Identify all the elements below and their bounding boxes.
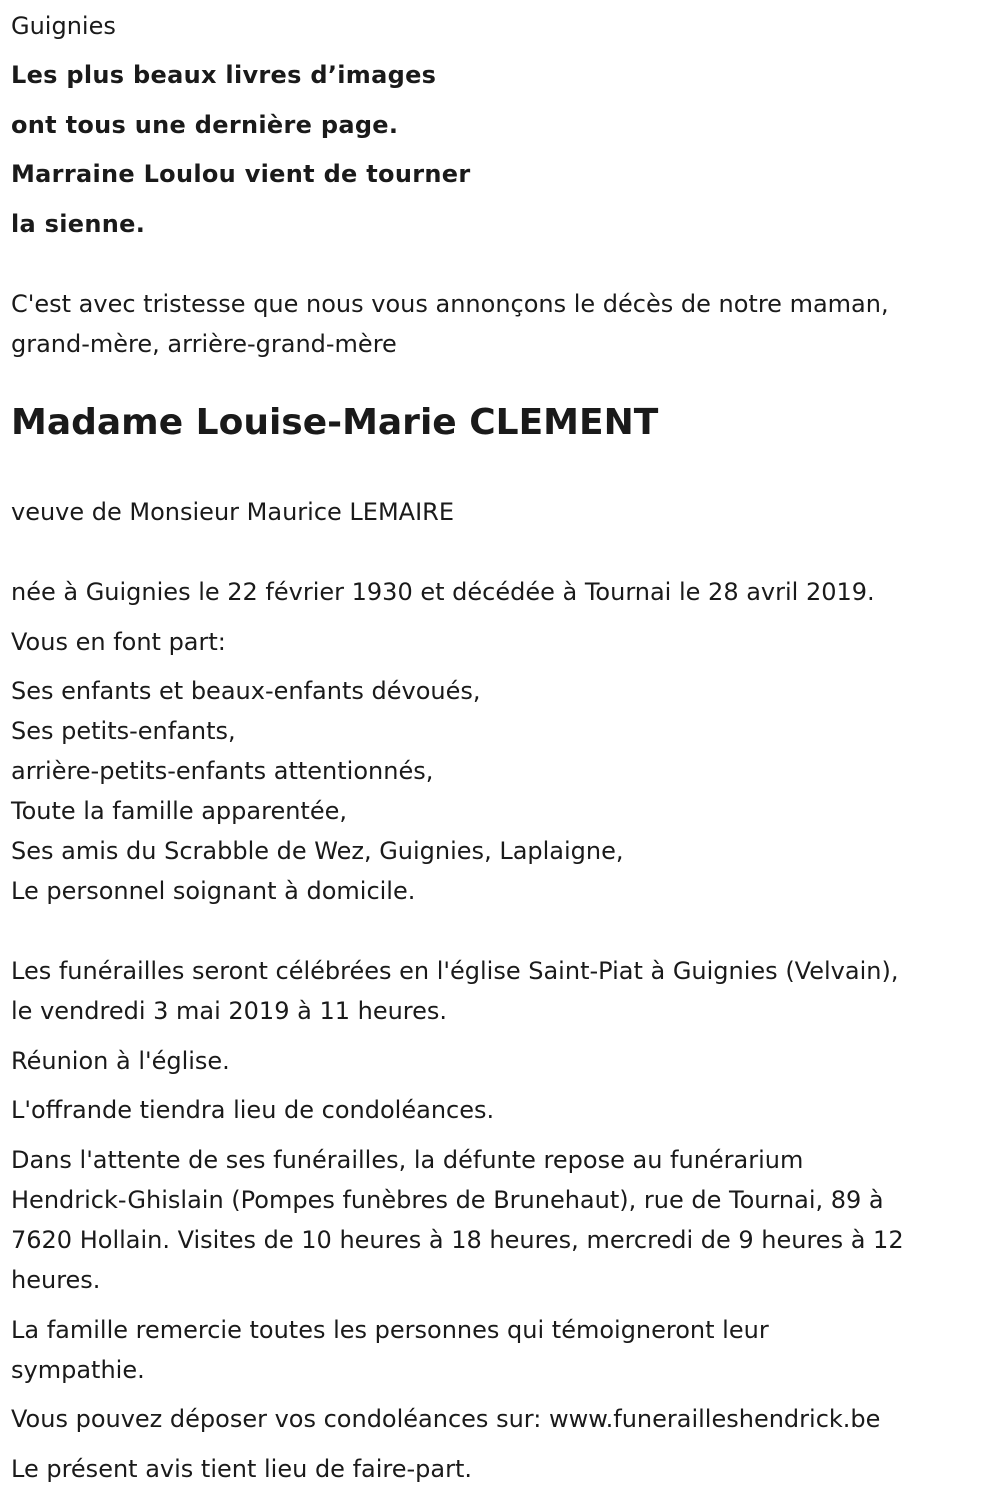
quote-line: la sienne. [11, 210, 146, 238]
funeral-line: Les funérailles seront célébrées en l'église Saint-Piat à Guignies (Velvain), [11, 957, 899, 985]
offering-info: L'offrande tiendra lieu de condoléances. [11, 1096, 495, 1124]
intro-line: grand-mère, arrière-grand-mère [11, 330, 397, 358]
closing-note: Le présent avis tient lieu de faire-part. [11, 1455, 473, 1483]
family-item: arrière-petits-enfants attentionnés, [11, 757, 434, 785]
widow-of: veuve de Monsieur Maurice LEMAIRE [11, 498, 454, 526]
thanks-line: La famille remercie toutes les personnes qui témoigneront leur [11, 1316, 769, 1344]
quote-line: Les plus beaux livres d’images [11, 61, 437, 89]
town-name: Guignies [11, 12, 116, 40]
rest-line: heures. [11, 1266, 101, 1294]
intro-line: C'est avec tristesse que nous vous annonçons le décès de notre maman, [11, 290, 889, 318]
rest-line: Hendrick-Ghislain (Pompes funèbres de Brunehaut), rue de Tournai, 89 à [11, 1186, 884, 1214]
family-item: Ses petits-enfants, [11, 717, 236, 745]
birth-death-line: née à Guignies le 22 février 1930 et décédée à Tournai le 28 avril 2019. [11, 578, 875, 606]
condolences-info: Vous pouvez déposer vos condoléances sur: www.funerailleshendrick.be [11, 1405, 881, 1433]
rest-line: 7620 Hollain. Visites de 10 heures à 18 heures, mercredi de 9 heures à 12 [11, 1226, 904, 1254]
family-item: Toute la famille apparentée, [11, 797, 347, 825]
family-item: Ses enfants et beaux-enfants dévoués, [11, 677, 481, 705]
thanks-line: sympathie. [11, 1356, 145, 1384]
deceased-name: Madame Louise-Marie CLEMENT [11, 402, 659, 443]
meeting-info: Réunion à l'église. [11, 1047, 230, 1075]
funeral-line: le vendredi 3 mai 2019 à 11 heures. [11, 997, 448, 1025]
announce-label: Vous en font part: [11, 628, 226, 656]
rest-line: Dans l'attente de ses funérailles, la défunte repose au funérarium [11, 1146, 804, 1174]
family-item: Le personnel soignant à domicile. [11, 877, 416, 905]
family-item: Ses amis du Scrabble de Wez, Guignies, Laplaigne, [11, 837, 624, 865]
quote-line: Marraine Loulou vient de tourner [11, 160, 471, 188]
quote-line: ont tous une dernière page. [11, 111, 399, 139]
